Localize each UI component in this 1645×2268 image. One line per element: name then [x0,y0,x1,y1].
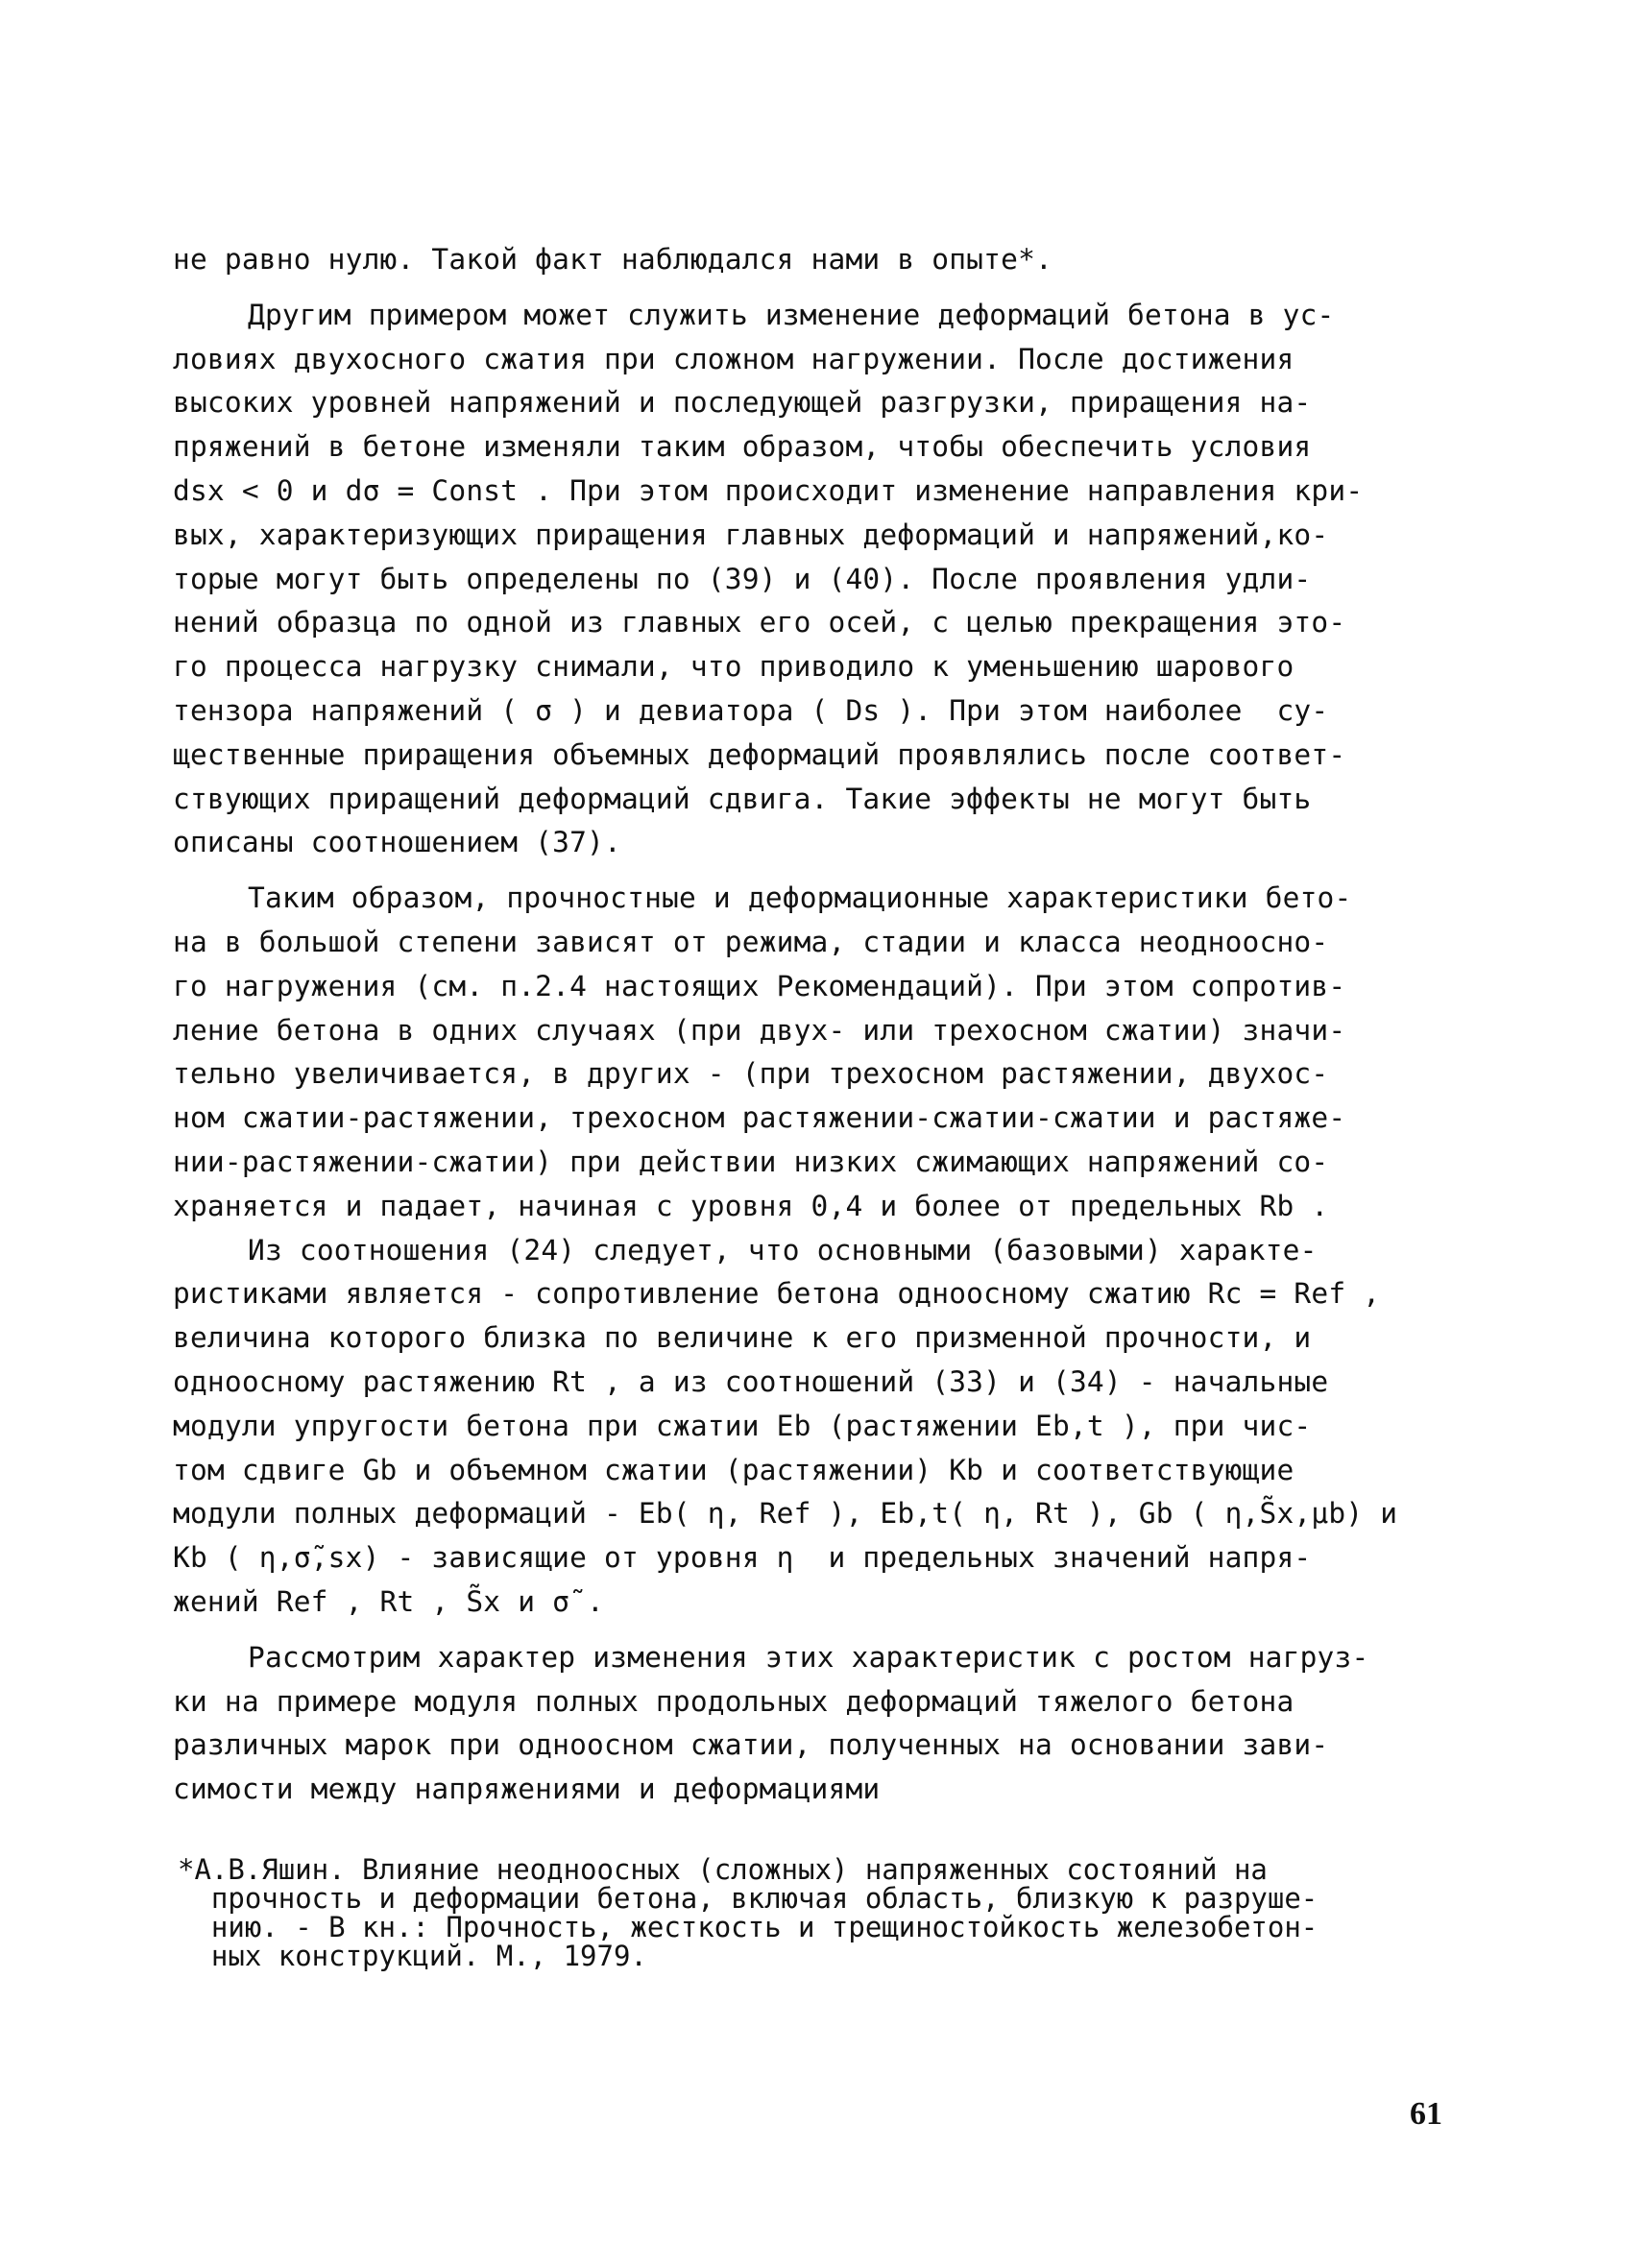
footnote: *А.В.Яшин. Влияние неодноосных (сложных) напряженных состояний на прочность и деформации бетона, включая область, близкую к разруше- нию. - В кн.: Прочность, жесткость и трещиностойкость железобетон- ных конструкций. М., 1979. [178,1853,1318,1972]
paragraph-modulus-consideration: Рассмотрим характер изменения этих характеристик с ростом нагруз- ки на примере модуля полных продольных деформаций тяжелого бетона различных марок при одноосном сжатии, полученных на основании зави- симости между напряжениями и деформациями [173,1640,1369,1806]
paragraph-biaxial-compression: Другим примером может служить изменение деформаций бетона в ус- ловиях двухосного сжатия при сложном нагружении. После достижения высоких уровней напряжений и последующей разгрузки, приращения на- пряжений в бетоне изменяли таким образом, чтобы обеспечить условия dsx < 0 и dσ = Const . При этом происходит изменение направления кри- вых, характеризующих приращения главных деформаций и напряжений,ко- торые могут быть определены по (39) и (40). После проявления удли- нений образца по одной из главных его осей, с целью прекращения это- го процесса нагрузку снимали, что приводило к уменьшению шарового тензора напряжений ( σ ) и девиатора ( Ds ). При этом наиболее су- щественные приращения объемных деформаций проявлялись после соответ- ствующих приращений деформаций сдвига. Такие эффекты не могут быть описаны соотношением (37). [173,298,1364,859]
page-number: 61 [1410,2096,1442,2132]
body-text [173,238,1479,1812]
paragraph-strength-characteristics: Таким образом, прочностные и деформационные характеристики бето- на в большой степени зависят от режима, стадии и класса неодноосно- го нагружения (см. п.2.4 настоящих Рекомендаций). При этом сопротив- ление бетона в одних случаях (при двух- или трехосном сжатии) значи- тельно увеличивается, в других - (при трехосном растяжении, двухос- ном сжатии-растяжении, трехосном растяжении-сжатии-сжатии и растяже- нии-растяжении-сжатии) при действии низких сжимающих напряжений со- храняется и падает, начиная с уровня 0,4 и более от предельных Rb . [173,881,1352,1222]
paragraph-continuation: не равно нулю. Такой факт наблюдался нами в опыте*. [173,243,1052,276]
paragraph-basic-characteristics: Из соотношения (24) следует, что основными (базовыми) характе- ристиками является - сопротивление бетона одноосному сжатию Rc = Ref , величина которого близка по величине к его призменной прочности, и одноосному растяжению Rt , а из соотношений (33) и (34) - начальные модули упругости бетона при сжатии Eb (растяжении Eb,t ), при чис- том сдвиге Gb и объемном сжатии (растяжении) Kb и соответствующие модули полных деформаций - Eb( η, Ref ), Eb,t( η, Rt ), Gb ( η,S̃x,μb) и Kb ( η,σ̃,sx) - зависящие от уровня η и предельных значений напря- жений Ref , Rt , S̃x и σ̃ . [173,1233,1398,1618]
